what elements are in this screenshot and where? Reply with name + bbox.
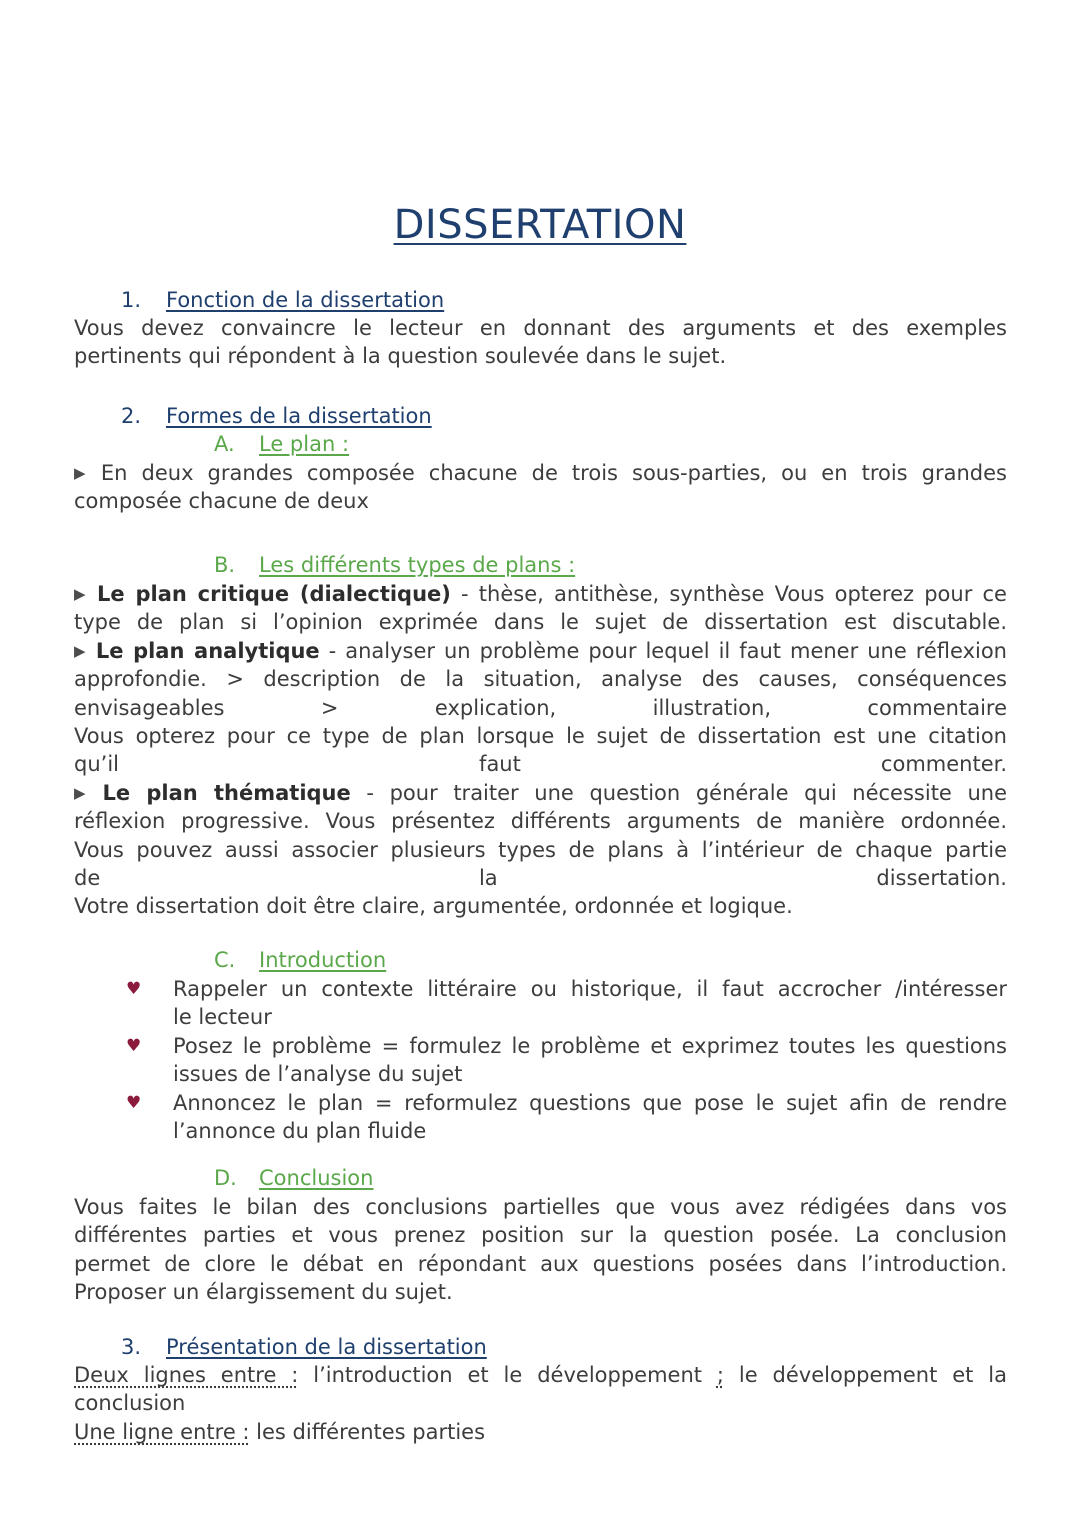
paragraph-line: ▶ Le plan analytique - analyser un problème pour lequel il faut mener une réflexion [74,639,1007,663]
paragraph-line: qu’il faut commenter. [74,752,1007,776]
section-number: 1. [121,288,142,312]
arrow-bullet-icon: ▶ [74,784,95,802]
paragraph-line: Vous devez convaincre le lecteur en donnant des arguments et des exemples [74,316,1007,340]
heart-bullet-icon: ♥ [126,979,142,999]
paragraph-line: ▶ Le plan critique (dialectique) - thèse, antithèse, synthèse Vous opterez pour ce [74,582,1007,606]
subsection-title: Le plan : [259,432,350,456]
paragraph-line: réflexion progressive. Vous présentez différents arguments de manière ordonnée. [74,809,1007,833]
section-title: Formes de la dissertation [166,404,432,428]
arrow-bullet-icon: ▶ [74,464,93,482]
list-item-line: l’annonce du plan fluide [173,1119,427,1143]
paragraph-line: Deux lignes entre : l’introduction et le développement ; le développement et la [74,1363,1008,1387]
section-2-heading [121,402,432,430]
subsection-title: Conclusion [259,1166,374,1190]
paragraph-line: type de plan si l’opinion exprimée dans le sujet de dissertation est discutable. [74,610,1007,634]
subsection-b-heading [214,551,575,579]
paragraph-line: envisageables > explication, illustration, commentaire [74,696,1007,720]
rule-label: Deux lignes entre : [74,1363,299,1387]
section-number: 3. [121,1335,142,1359]
arrow-bullet-icon: ▶ [74,585,90,603]
section-title: Présentation de la dissertation [166,1335,487,1359]
page-title: DISSERTATION [393,202,687,248]
paragraph-line: Vous opterez pour ce type de plan lorsque le sujet de dissertation est une citation [74,724,1007,748]
heart-bullet-icon: ♥ [126,1036,142,1056]
paragraph-line: permet de clore le débat en répondant aux questions posées dans l’introduction. [74,1252,1007,1276]
section-3-heading [121,1333,487,1361]
subsection-number: A. [214,432,235,456]
paragraph-line: Une ligne entre : les différentes parties [74,1420,486,1444]
subsection-number: B. [214,553,236,577]
paragraph-line: conclusion [74,1391,186,1415]
subsection-title: Les différents types de plans : [259,553,576,577]
arrow-bullet-icon: ▶ [74,642,88,660]
list-item-line: Rappeler un contexte littéraire ou historique, il faut accrocher /intéresser [173,977,1007,1001]
paragraph-line: composée chacune de deux [74,489,369,513]
section-number: 2. [121,404,142,428]
paragraph-line: Proposer un élargissement du sujet. [74,1280,453,1304]
subsection-number: C. [214,948,236,972]
subsection-title: Introduction [259,948,387,972]
paragraph-line: pertinents qui répondent à la question soulevée dans le sujet. [74,344,727,368]
paragraph-line: ▶ En deux grandes composée chacune de trois sous-parties, ou en trois grandes [74,461,1007,485]
subsection-a-heading [214,430,349,458]
paragraph-line: de la dissertation. [74,866,1007,890]
section-title: Fonction de la dissertation [166,288,445,312]
paragraph-line: différentes parties et vous prenez position sur la question posée. La conclusion [74,1223,1007,1247]
section-1-heading [121,286,444,314]
subsection-c-heading [214,946,386,974]
paragraph-line: approfondie. > description de la situation, analyse des causes, conséquences [74,667,1007,691]
rule-label: Une ligne entre : [74,1420,250,1444]
paragraph-line: Vous pouvez aussi associer plusieurs types de plans à l’intérieur de chaque partie [74,838,1007,862]
list-item-line: le lecteur [173,1005,272,1029]
list-item-line: issues de l’analyse du sujet [173,1062,463,1086]
paragraph-line: Votre dissertation doit être claire, argumentée, ordonnée et logique. [74,894,793,918]
heart-bullet-icon: ♥ [126,1093,142,1113]
list-item-line: Posez le problème = formulez le problème et exprimez toutes les questions [173,1034,1007,1058]
subsection-number: D. [214,1166,237,1190]
paragraph-line: ▶ Le plan thématique - pour traiter une question générale qui nécessite une [74,781,1008,805]
list-item-line: Annoncez le plan = reformulez questions que pose le sujet afin de rendre [173,1091,1007,1115]
subsection-d-heading [214,1164,373,1192]
paragraph-line: Vous faites le bilan des conclusions partielles que vous avez rédigées dans vos [74,1195,1007,1219]
